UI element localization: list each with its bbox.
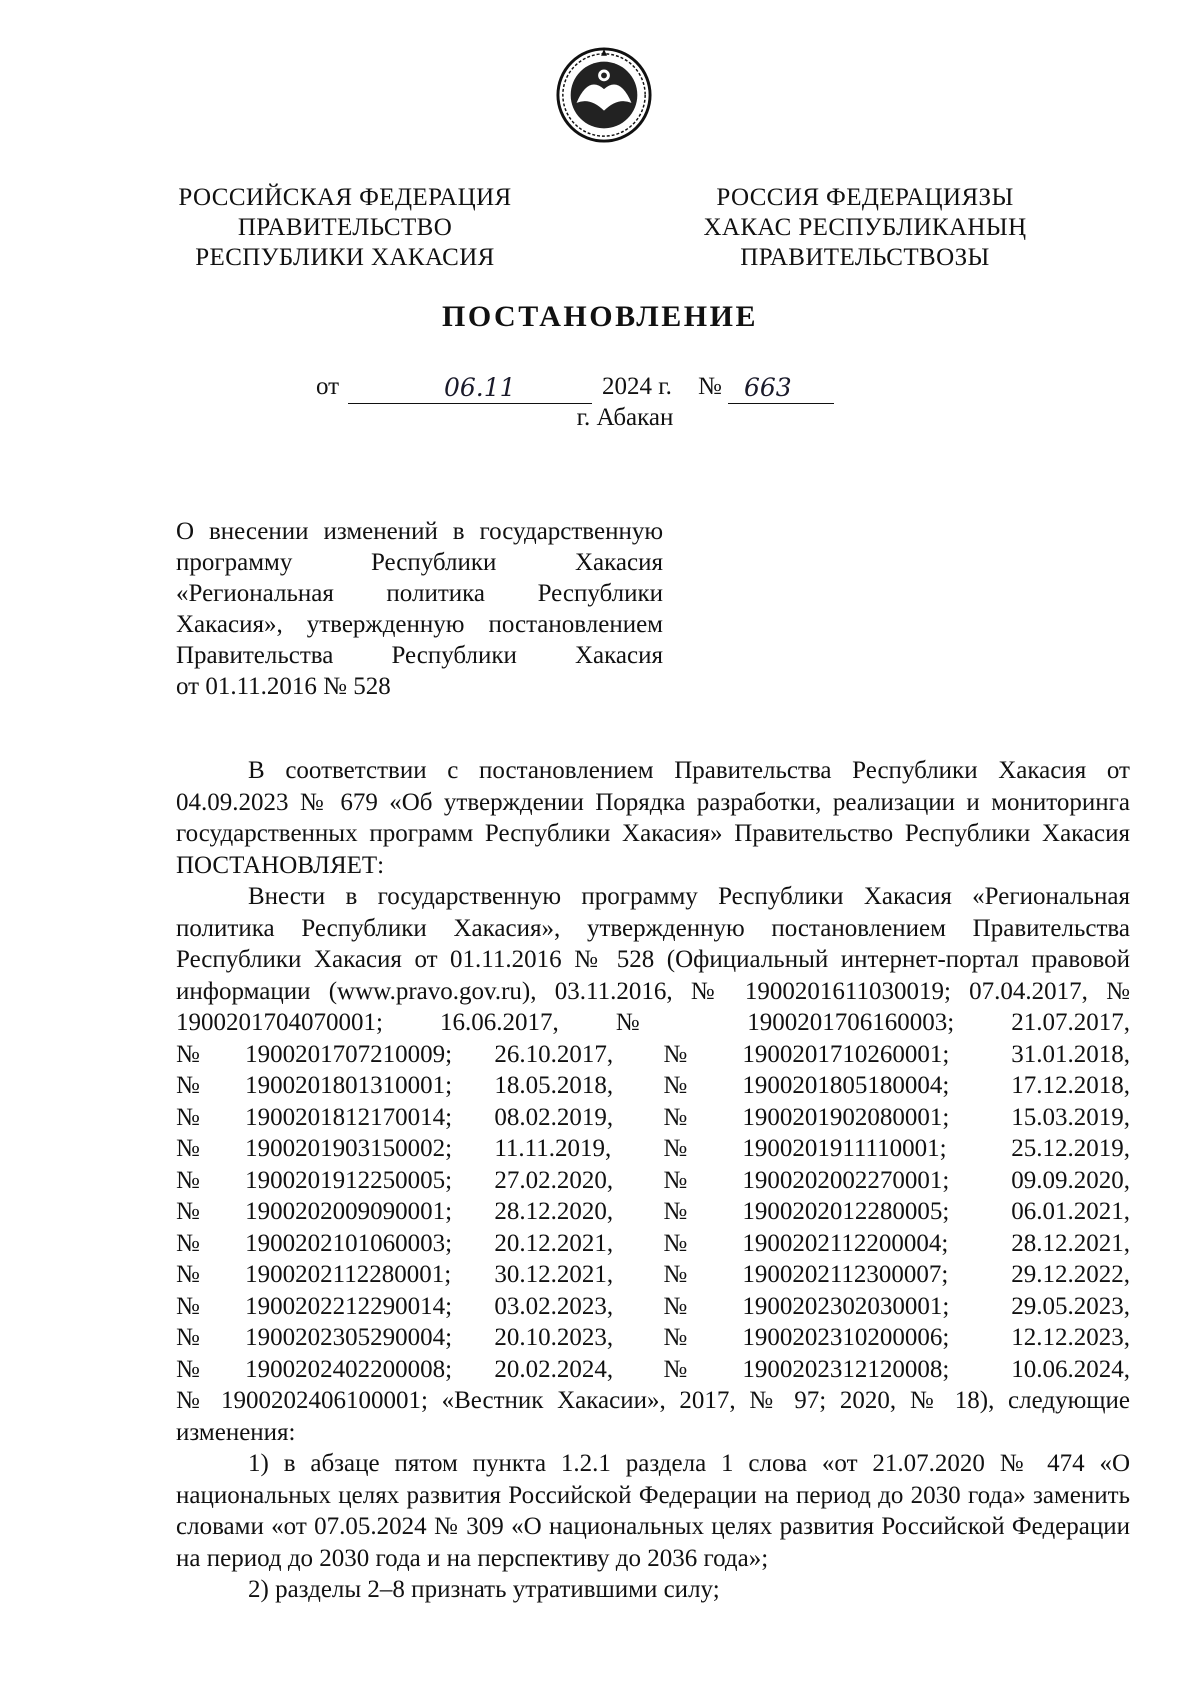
amendment-item-1: 1) в абзаце пятом пункта 1.2.1 раздела 1 слова «от 21.07.2020 № 474 «О национальных целях развития Российской Федерации на период до 2030 года» заменить словами «от 07.05.2024 № 309 «О национальных целях развития Российской Федерации на период до 2030 года и на перспективу до 2036 года»;	[176, 1450, 1130, 1572]
registry-date: 26.10.2017,	[494, 1040, 614, 1068]
registry-number-sign: №	[663, 1229, 688, 1257]
registry-number: 1900201911110001;	[742, 1135, 947, 1162]
header-right-line: РОССИЯ ФЕДЕРАЦИЯЗЫ	[716, 184, 1014, 211]
registry-row	[176, 1039, 1130, 1071]
registry-number-sign: №	[176, 1324, 200, 1351]
number-sign: №	[698, 373, 722, 400]
registry-number: 1900202112280001;	[245, 1261, 452, 1288]
registry-number: 1900202312120008;	[742, 1355, 950, 1383]
publication-registry-table	[176, 1039, 1130, 1386]
header-left-line: РЕСПУБЛИКИ ХАКАСИЯ	[195, 244, 495, 271]
registry-number-sign: №	[663, 1040, 688, 1068]
subject-line: «Региональная политика Республики	[176, 580, 663, 607]
registry-date: 18.05.2018,	[494, 1072, 614, 1099]
header-khakas	[695, 183, 1035, 273]
republic-of-khakassia-emblem-icon	[555, 46, 653, 144]
registry-date: 09.09.2020,	[1011, 1166, 1130, 1194]
registry-date: 28.12.2020,	[494, 1198, 614, 1225]
registry-number-sign: №	[663, 1292, 688, 1320]
document-body	[176, 755, 1130, 1606]
registry-number: 1900201707210009;	[245, 1040, 453, 1068]
city-label: г. Абакан	[576, 404, 674, 431]
registry-date: 29.12.2022,	[1011, 1261, 1130, 1288]
registry-date: 20.12.2021,	[494, 1229, 614, 1257]
registry-date: 12.12.2023,	[1011, 1324, 1130, 1351]
amendment-item-2: 2) разделы 2–8 признать утратившими силу;	[248, 1576, 720, 1603]
number-handwritten: 663	[744, 373, 792, 402]
registry-number: 1900201801310001;	[245, 1072, 453, 1099]
registry-number: 1900202101060003;	[245, 1229, 453, 1257]
registry-number-sign: №	[176, 1166, 200, 1194]
registry-number-sign: №	[176, 1198, 200, 1225]
registry-date: 20.02.2024,	[494, 1355, 614, 1383]
registry-date: 28.12.2021,	[1011, 1229, 1130, 1257]
registry-number: 1900201912250005;	[245, 1166, 453, 1194]
registry-number-sign: №	[176, 1135, 200, 1162]
registry-row	[176, 1165, 1130, 1197]
registry-number: 1900202002270001;	[742, 1166, 950, 1194]
registry-date: 30.12.2021,	[494, 1261, 614, 1288]
registry-date: 25.12.2019,	[1011, 1135, 1130, 1162]
registry-number-sign: №	[176, 1355, 200, 1383]
registry-number-sign: №	[663, 1103, 688, 1131]
header-left-line: РОССИЙСКАЯ ФЕДЕРАЦИЯ	[178, 184, 512, 211]
registry-number-sign: №	[663, 1324, 688, 1351]
registry-row	[176, 1228, 1130, 1260]
preamble-paragraph: В соответствии с постановлением Правительства Республики Хакасия от 04.09.2023 № 679 «Об утверждении Порядка разработки, реализации и мониторинга государственных программ Республики Хакасия» Правительство Республики Хакасия ПОСТАНОВЛЯЕТ:	[176, 757, 1130, 879]
registry-date: 06.01.2021,	[1011, 1198, 1130, 1225]
subject-line: от 01.11.2016 № 528	[176, 673, 391, 700]
registry-number-sign: №	[663, 1135, 688, 1162]
registry-date: 10.06.2024,	[1011, 1355, 1130, 1383]
subject-line: О внесении изменений в государственную	[176, 518, 663, 545]
registry-date: 11.11.2019,	[494, 1135, 612, 1162]
header-right-line: ХАКАС РЕСПУБЛИКАНЫҢ	[703, 214, 1027, 241]
date-handwritten: 06.11	[444, 373, 516, 402]
registry-row	[176, 1291, 1130, 1323]
registry-date: 20.10.2023,	[494, 1324, 614, 1351]
header-russian	[175, 183, 515, 273]
header-left-line: ПРАВИТЕЛЬСТВО	[237, 214, 453, 241]
registry-row	[176, 1133, 1130, 1165]
subject-line: Правительства Республики Хакасия	[176, 642, 663, 669]
registry-number-sign: №	[176, 1261, 200, 1288]
registry-number: 1900201710260001;	[742, 1040, 950, 1068]
registry-date: 15.03.2019,	[1011, 1103, 1130, 1131]
registry-number: 1900201902080001;	[742, 1103, 950, 1131]
registry-number-sign: №	[663, 1198, 688, 1225]
header-right-line: ПРАВИТЕЛЬСТВОЗЫ	[740, 244, 990, 271]
registry-number-sign: №	[663, 1355, 688, 1383]
registry-number: 1900202310200006;	[742, 1324, 950, 1351]
registry-number-sign: №	[663, 1261, 688, 1288]
registry-number-sign: №	[663, 1072, 688, 1099]
registry-row	[176, 1354, 1130, 1386]
number-underline	[728, 373, 834, 404]
registry-date: 17.12.2018,	[1011, 1072, 1130, 1099]
registry-number: 1900202302030001;	[742, 1292, 950, 1320]
date-underline	[348, 373, 592, 404]
registry-row	[176, 1322, 1130, 1354]
registry-number: 1900202212290014;	[245, 1292, 453, 1320]
subject-line: программу Республики Хакасия	[176, 549, 663, 576]
registry-number-sign: №	[176, 1072, 200, 1099]
date-prefix: от	[316, 373, 340, 400]
registry-number-sign: №	[176, 1292, 200, 1320]
registry-number: 1900202112200004;	[742, 1229, 949, 1257]
registry-number: 1900202402200008;	[245, 1355, 453, 1383]
registry-number: 1900202012280005;	[742, 1198, 950, 1225]
registry-number: 1900201903150002;	[245, 1135, 453, 1162]
registry-row	[176, 1070, 1130, 1102]
subject-line: Хакасия», утвержденную постановлением	[176, 611, 663, 638]
registry-row	[176, 1196, 1130, 1228]
registry-number: 1900202112300007;	[742, 1261, 949, 1288]
amendment-tail-paragraph: № 1900202406100001; «Вестник Хакасии», 2017, № 97; 2020, № 18), следующие изменения:	[176, 1387, 1130, 1446]
registry-number-sign: №	[176, 1229, 200, 1257]
registry-row	[176, 1259, 1130, 1291]
registry-date: 27.02.2020,	[494, 1166, 614, 1194]
registry-number: 1900201812170014;	[245, 1103, 453, 1131]
registry-row	[176, 1102, 1130, 1134]
registry-number: 1900202305290004;	[245, 1324, 453, 1351]
registry-number: 1900202009090001;	[245, 1198, 453, 1225]
registry-number-sign: №	[176, 1103, 200, 1131]
document-type-title: ПОСТАНОВЛЕНИЕ	[442, 300, 758, 333]
amendment-intro-paragraph: Внести в государственную программу Республики Хакасия «Региональная политика Республики Хакасия», утвержденную постановлением Правительства Республики Хакасия от 01.11.2016 № 528 (Официальный интернет-портал правовой информации (www.pravo.gov.ru), 03.11.2016, № 1900201611030019; 07.04.2017, № 1900201704070001; 16.06.2017, № 1900201706160003; 21.07.2017,	[176, 883, 1130, 1036]
registry-date: 31.01.2018,	[1011, 1040, 1130, 1068]
year-label: 2024 г.	[602, 373, 672, 400]
registry-number-sign: №	[663, 1166, 688, 1194]
registry-date: 03.02.2023,	[494, 1292, 614, 1320]
document-subject	[176, 516, 663, 702]
registry-date: 08.02.2019,	[494, 1103, 614, 1131]
registry-number: 1900201805180004;	[742, 1072, 950, 1099]
registry-number-sign: №	[176, 1040, 200, 1068]
registry-date: 29.05.2023,	[1011, 1292, 1130, 1320]
